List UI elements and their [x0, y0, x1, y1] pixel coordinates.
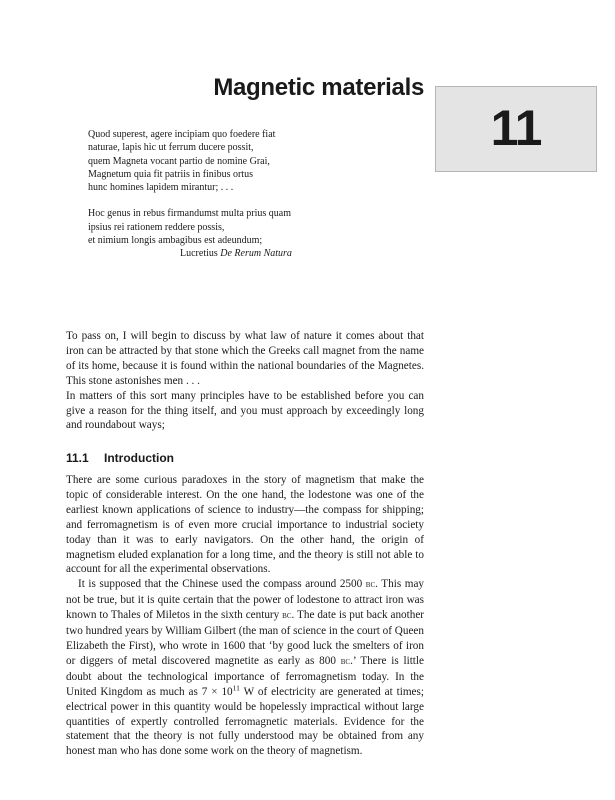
epigraph: [88, 128, 408, 261]
section-heading: [66, 451, 174, 465]
chapter-number-box: [435, 86, 597, 172]
era-bc: bc: [282, 610, 292, 622]
verse-line: quem Magneta vocant partio de nomine Grai,: [88, 155, 270, 167]
verse-line: hunc homines lapidem mirantur; . . .: [88, 182, 234, 194]
body-paragraph: There are some curious paradoxes in the story of magnetism that make the topic of considerable interest. On the one hand, the lodestone was one of the earliest known applications of science to industry—the compass for shipping; and ferromagnetism is of even more crucial importance to industrial society today than it was to early navigators. On the other hand, the origin of magnetism eluded explanation for a long time, and the theory is still not able to account for all the experimental observations.: [66, 474, 424, 576]
translation-paragraph: In matters of this sort many principles have to be established before you can give a reason for the thing itself, and you must approach by exceedingly long and roundabout ways;: [66, 389, 424, 432]
attribution-work: De Rerum Natura: [220, 248, 292, 260]
epigraph-translation: [66, 329, 424, 433]
exponent: 11: [232, 682, 240, 692]
epigraph-stanza-1: [88, 128, 408, 194]
verse-line: et nimium longis ambagibus est adeundum;: [88, 235, 263, 247]
translation-paragraph: To pass on, I will begin to discuss by what law of nature it comes about that iron can be attracted by that stone which the Greeks call magnet from the name of its home, because it is found within the national boundaries of the Magnetes. This stone astonishes men . . .: [66, 330, 424, 387]
epigraph-attribution: [180, 247, 408, 260]
verse-line: naturae, lapis hic ut ferrum ducere possit,: [88, 142, 254, 154]
verse-line: Magnetum quia fit patriis in finibus ortus: [88, 168, 253, 180]
attribution-author: Lucretius: [180, 248, 218, 260]
section-title: Introduction: [104, 451, 174, 465]
verse-line: ipsius rei rationem reddere possis,: [88, 221, 225, 233]
era-bc: bc: [340, 655, 351, 667]
text-run: . The date is put back another two hundred years by William Gilbert (the man of science in the court of Queen Elizabeth the First), who wrote in 1600 that ‘by good luck the smelters of iron or diggers of metal discovered magnetite as early as 800: [66, 609, 425, 667]
section-number: 11.1: [66, 451, 89, 465]
epigraph-stanza-2: [88, 207, 408, 247]
text-run: W of electricity are generated at times; electrical power in this quantity would be hopelessly impractical without large quantities of expertly controlled ferromagnetic materials. Evidence for the statement that the theory is not fully understood may be obtained from any honest man who has done some work on the theory of magnetism.: [66, 685, 424, 758]
chapter-number: 11: [490, 100, 542, 156]
verse-line: Quod superest, agere incipiam quo foedere fiat: [88, 129, 276, 140]
era-bc: bc: [365, 579, 376, 591]
chapter-title: Magnetic materials: [213, 74, 424, 101]
text-run: .’ There is little doubt about the technological importance of ferromagnetism today. In the United Kingdom as much as 7 × 10: [66, 654, 424, 698]
verse-line: Hoc genus in rebus firmandumst multa prius quam: [88, 208, 292, 220]
text-run: It is supposed that the Chinese used the compass around 2500: [78, 578, 363, 591]
body-paragraph: [66, 577, 424, 759]
text-run: . This may not be true, but it is quite certain that the power of lodestone to attract iron was known to Thales of Miletos in the sixth century: [66, 578, 425, 622]
body-text: [66, 473, 424, 759]
